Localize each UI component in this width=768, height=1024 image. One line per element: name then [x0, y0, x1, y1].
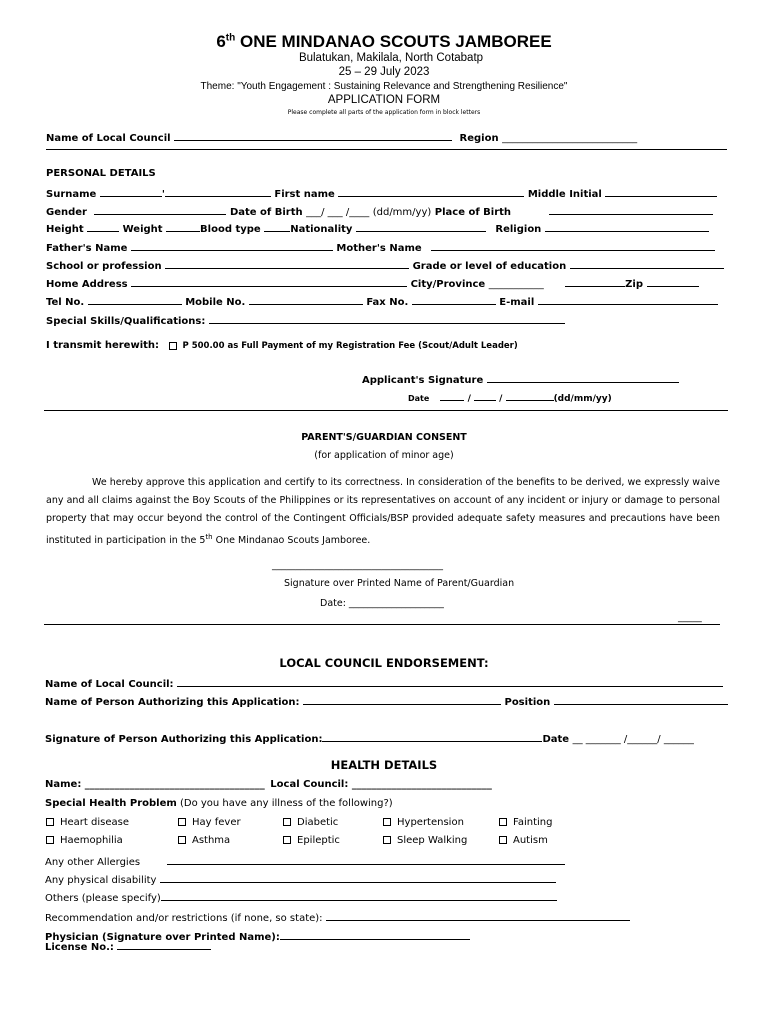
physician-label: Physician (Signature over Printed Name):: [45, 932, 280, 943]
surname-field[interactable]: [100, 186, 162, 197]
middle-initial-label: Middle Initial: [527, 189, 602, 200]
divider: [44, 410, 728, 411]
pob-field[interactable]: [549, 204, 713, 215]
grade-field[interactable]: [570, 258, 724, 269]
home-address-field[interactable]: [131, 276, 407, 287]
allergies-row: [45, 854, 565, 868]
gender-field[interactable]: [94, 204, 226, 215]
school-row: [46, 258, 724, 272]
checkbox-icon[interactable]: [499, 836, 507, 844]
dob-label: Date of Birth: [229, 207, 303, 218]
authorizing-person-field[interactable]: [303, 694, 501, 705]
condition-item[interactable]: [46, 817, 129, 828]
fax-field[interactable]: [412, 294, 496, 305]
others-label: Others (please specify): [45, 893, 161, 904]
health-name-field[interactable]: Name: ____________________________________: [45, 779, 265, 790]
date-day-field[interactable]: [440, 390, 464, 401]
condition-item[interactable]: [178, 817, 241, 828]
endorsement-person-row: [45, 694, 728, 708]
applicant-date-row: Date / / (dd/mm/yy): [408, 390, 612, 404]
parents-row: [46, 240, 715, 254]
condition-label: Autism: [513, 835, 548, 846]
condition-item[interactable]: [499, 817, 552, 828]
applicant-signature-label: Applicant's Signature: [362, 375, 484, 386]
allergies-label: Any other Allergies: [45, 857, 141, 868]
consent-tail-line: _____: [678, 612, 702, 623]
condition-label: Fainting: [513, 817, 553, 828]
local-council-row: [46, 130, 637, 144]
religion-label: Religion: [495, 224, 542, 235]
school-label: School or profession: [46, 261, 162, 272]
disability-label: Any physical disability: [45, 875, 157, 886]
condition-label: Asthma: [192, 835, 231, 846]
checkbox-icon[interactable]: [283, 836, 291, 844]
skills-field[interactable]: [209, 313, 565, 324]
fax-label: Fax No.: [366, 297, 409, 308]
condition-label: Heart disease: [60, 817, 129, 828]
condition-item[interactable]: [46, 835, 123, 846]
disability-field[interactable]: [160, 872, 556, 883]
nationality-label: Nationality: [290, 224, 353, 235]
zip-field[interactable]: [647, 276, 699, 287]
mother-name-label: Mother's Name: [336, 243, 422, 254]
endorsement-council-field[interactable]: [177, 676, 723, 687]
transmit-option-label: P 500.00 as Full Payment of my Registration Fee (Scout/Adult Leader): [182, 341, 518, 351]
region-label: Region: [459, 133, 499, 144]
height-field[interactable]: [87, 221, 119, 232]
zip-label: Zip: [625, 279, 644, 290]
condition-item[interactable]: [383, 817, 464, 828]
condition-item[interactable]: [178, 835, 230, 846]
gender-row: [46, 204, 713, 218]
checkbox-icon[interactable]: [178, 836, 186, 844]
event-title: [0, 32, 768, 52]
guardian-signature-line[interactable]: ____________________________________: [272, 560, 443, 571]
surname-label: Surname: [46, 189, 97, 200]
pob-label: Place of Birth: [434, 207, 512, 218]
license-field[interactable]: [117, 939, 211, 950]
blood-type-field[interactable]: [264, 221, 290, 232]
transmit-option[interactable]: [169, 341, 518, 351]
form-title: APPLICATION FORM: [327, 94, 441, 106]
divider: [44, 624, 720, 625]
condition-label: Sleep Walking: [397, 835, 468, 846]
health-problem-hint: (Do you have any illness of the following?): [176, 798, 393, 809]
contact-row: [46, 294, 718, 308]
applicant-signature-row: [362, 372, 679, 386]
checkbox-icon[interactable]: [46, 818, 54, 826]
checkbox-icon[interactable]: [178, 818, 186, 826]
health-problem-label: Special Health Problem: [45, 798, 177, 809]
condition-label: Hypertension: [397, 817, 464, 828]
authorizing-signature-label: Signature of Person Authorizing this Application:: [45, 734, 323, 745]
skills-row: [46, 313, 565, 327]
others-row: [45, 890, 557, 904]
position-field[interactable]: [554, 694, 728, 705]
applicant-signature-field[interactable]: [487, 372, 679, 383]
checkbox-icon[interactable]: [283, 818, 291, 826]
recommendation-label: Recommendation and/or restrictions (if none, so state):: [45, 913, 323, 924]
school-field[interactable]: [165, 258, 409, 269]
license-row: [45, 939, 211, 953]
health-problem-row: [45, 798, 393, 809]
consent-sup: th: [205, 533, 213, 541]
home-address-label: Home Address: [46, 279, 128, 290]
city-label: City/Province: [410, 279, 486, 290]
weight-field[interactable]: [166, 221, 200, 232]
blood-type-label: Blood type: [200, 224, 261, 235]
consent-text: We hereby approve this application and certify to its correctness. In consideration of the benefits to be derived, we expressly waive any and all claims against the Boy Scouts of the Philippines or its representatives on account of any incident or injury or damage to personal property that may occur beyond the control of the Contingent Officials/BSP provided adequate safety measures and precautions have been instituted in participation in the 5: [46, 477, 720, 547]
checkbox-icon[interactable]: [499, 818, 507, 826]
allergies-field[interactable]: [167, 854, 565, 865]
physical-row: [46, 221, 709, 235]
city-field[interactable]: ___________: [488, 279, 544, 290]
first-name-field[interactable]: [338, 186, 524, 197]
others-field[interactable]: [161, 890, 557, 901]
consent-text-end: One Mindanao Scouts Jamboree.: [212, 535, 371, 547]
father-name-label: Father's Name: [46, 243, 128, 254]
license-label: License No.:: [45, 942, 114, 953]
consent-heading: PARENT'S/GUARDIAN CONSENT: [301, 432, 467, 443]
personal-details-heading: PERSONAL DETAILS: [46, 168, 156, 179]
health-council-field[interactable]: Local Council: ____________________________: [270, 779, 492, 790]
event-dates: 25 – 29 July 2023: [338, 66, 430, 78]
mother-name-field[interactable]: [431, 240, 715, 251]
nationality-field[interactable]: [356, 221, 486, 232]
date-month-field[interactable]: [474, 390, 496, 401]
form-instruction: Please complete all parts of the application form in block letters: [287, 109, 481, 116]
condition-label: Haemophilia: [60, 835, 123, 846]
local-council-field[interactable]: [174, 130, 452, 141]
condition-item[interactable]: [383, 835, 467, 846]
event-location: Bulatukan, Makilala, North Cotabatp: [298, 52, 484, 64]
endorsement-signature-row: [45, 731, 694, 745]
condition-label: Diabetic: [297, 817, 339, 828]
title-rest: ONE MINDANAO SCOUTS JAMBOREE: [235, 32, 552, 51]
email-label: E-mail: [499, 297, 535, 308]
tel-field[interactable]: [88, 294, 182, 305]
gender-label: Gender: [46, 207, 87, 218]
guardian-date[interactable]: Date: ____________________: [320, 598, 444, 609]
checkbox-icon[interactable]: [169, 342, 177, 350]
height-label: Height: [46, 224, 84, 235]
region-field[interactable]: ___________________________: [502, 133, 638, 144]
endorsement-council-label: Name of Local Council:: [45, 679, 174, 690]
condition-label: Epileptic: [297, 835, 340, 846]
recommendation-row: [45, 910, 630, 924]
divider: [46, 149, 727, 150]
endorsement-date-field[interactable]: __ _______ /______/ ______: [572, 734, 694, 745]
middle-initial-field[interactable]: [605, 186, 717, 197]
transmit-label: I transmit herewith:: [46, 340, 160, 351]
father-name-field[interactable]: [131, 240, 333, 251]
surname-field-2[interactable]: [165, 186, 271, 197]
endorsement-date-label: Date: [542, 734, 570, 745]
dob-field[interactable]: ___/ ___ /____: [306, 207, 370, 218]
first-name-label: First name: [274, 189, 335, 200]
event-theme: Theme: "Youth Engagement : Sustaining Relevance and Strengthening Resilience": [200, 81, 568, 92]
applicant-date-label: Date: [408, 394, 430, 403]
transmit-row: [46, 340, 518, 351]
name-row: [46, 186, 717, 200]
recommendation-field[interactable]: [326, 910, 630, 921]
mobile-field[interactable]: [249, 294, 363, 305]
guardian-signature-label: Signature over Printed Name of Parent/Guardian: [284, 578, 515, 589]
checkbox-icon[interactable]: [383, 818, 391, 826]
consent-paragraph: [46, 474, 720, 550]
local-council-label: Name of Local Council: [46, 133, 171, 144]
title-superscript: th: [225, 32, 236, 44]
health-name-row: [45, 779, 492, 790]
religion-field[interactable]: [545, 221, 709, 232]
mobile-label: Mobile No.: [185, 297, 246, 308]
address-row: [46, 276, 699, 290]
dob-format: (dd/mm/yy): [372, 207, 432, 218]
health-heading: HEALTH DETAILS: [330, 758, 438, 772]
authorizing-signature-field[interactable]: [322, 731, 542, 742]
weight-label: Weight: [122, 224, 163, 235]
skills-label: Special Skills/Qualifications:: [46, 316, 206, 327]
checkbox-icon[interactable]: [383, 836, 391, 844]
consent-subheading: (for application of minor age): [314, 450, 454, 461]
endorsement-heading: LOCAL COUNCIL ENDORSEMENT:: [279, 656, 489, 670]
date-format: (dd/mm/yy): [553, 394, 612, 404]
checkbox-icon[interactable]: [46, 836, 54, 844]
condition-item[interactable]: [283, 835, 340, 846]
condition-item[interactable]: [283, 817, 338, 828]
tel-label: Tel No.: [46, 297, 85, 308]
surname-separator: ': [161, 189, 165, 200]
city-field-2[interactable]: [565, 276, 625, 287]
title-number: 6: [216, 32, 226, 51]
date-year-field[interactable]: [506, 390, 554, 401]
condition-item[interactable]: [499, 835, 548, 846]
disability-row: [45, 872, 556, 886]
condition-label: Hay fever: [192, 817, 241, 828]
email-field[interactable]: [538, 294, 718, 305]
endorsement-council-row: [45, 676, 723, 690]
grade-label: Grade or level of education: [412, 261, 567, 272]
position-label: Position: [504, 697, 551, 708]
authorizing-person-label: Name of Person Authorizing this Application:: [45, 697, 300, 708]
physician-field[interactable]: [280, 929, 470, 940]
